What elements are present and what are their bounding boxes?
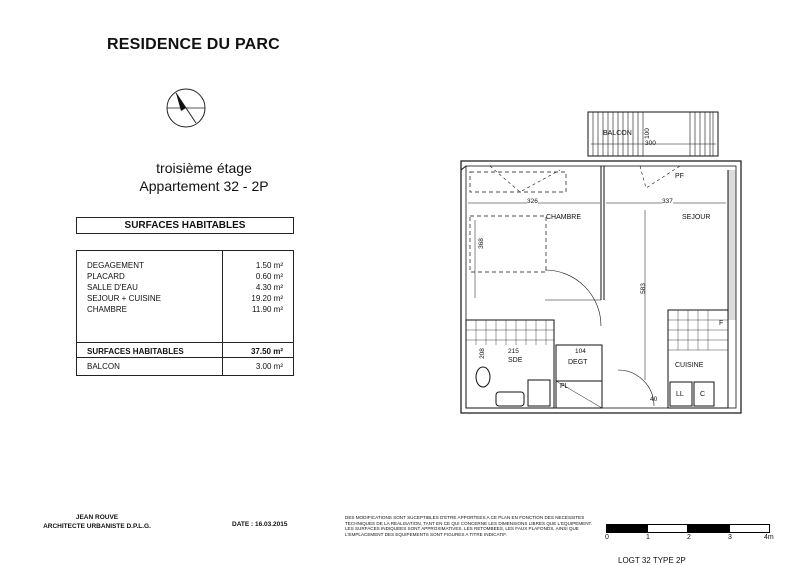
scale-segment [647, 524, 688, 533]
room-area: 0.60 m² [255, 272, 283, 281]
plan-date: DATE : 16.03.2015 [232, 521, 288, 528]
chambre-width-dim: 326 [527, 198, 538, 205]
architect-name: JEAN ROUVE [75, 514, 119, 521]
room-name: SALLE D'EAU [87, 283, 138, 292]
scale-label: 1 [646, 534, 650, 541]
door-arc [545, 270, 601, 326]
sejour-width-dim: 337 [662, 198, 673, 205]
balcony-depth: 100 [643, 128, 651, 139]
scale-label: 4m [764, 534, 774, 541]
scale-segment [606, 524, 647, 533]
sde-dim: 215 [508, 348, 519, 355]
room-area: 19.20 m² [251, 294, 283, 303]
room-area: 1.50 m² [255, 261, 283, 270]
wardrobe-outline [470, 172, 566, 192]
sde-dim: 208 [478, 348, 486, 359]
kitchen-tiles [668, 310, 728, 350]
fridge-label: F [719, 320, 724, 327]
toilet [476, 367, 490, 387]
project-title: RESIDENCE DU PARC [107, 36, 280, 53]
sejour-label: SEJOUR [682, 214, 711, 221]
sde-label: SDE [508, 357, 523, 364]
scale-segment [688, 524, 729, 533]
room-name: PLACARD [87, 272, 125, 281]
unit-label: LOGT 32 TYPE 2P [618, 556, 686, 565]
placard-label: PL [560, 383, 569, 390]
disclaimer-notes: DES MODIFICATIONS SONT SUCEPTIBLES D'ETRE APPORTEES A CE PLAN EN FONCTION DES NECESSITES TECHNIQUES DE LA REALISATION, TANT EN CE QUI CONCERNE LES DIMENSIONS LIBRES QUE L'EQUIPEMENT. LES SURFACES INDIQUEES SONT APPROXIMATIVES. LES RETOMBEES, LES FAUX PLAFONDS, AINSI QUE L'EMPLACEMENT DES EQUIPEMENTS SONT FIGURES A TITRE INDICATIF. [345, 515, 593, 537]
room-name: SEJOUR + CUISINE [87, 294, 162, 303]
degt-dim: 104 [575, 348, 586, 355]
balcony-width: 300 [645, 140, 656, 147]
balcony-area: 3.00 m² [255, 362, 283, 371]
scale-label: 0 [605, 534, 609, 541]
scale-bar [606, 524, 770, 533]
chambre-depth-dim: 368 [477, 238, 485, 249]
architect-block [28, 513, 166, 531]
scale-label: 2 [687, 534, 691, 541]
entrance-door [618, 370, 654, 406]
surfaces-header: SURFACES HABITABLES [76, 217, 294, 234]
room-area: 11.90 m² [252, 305, 283, 314]
washbasin [496, 392, 524, 406]
degt-label: DEGT [568, 359, 588, 366]
room-name: DEGAGEMENT [87, 261, 144, 270]
room-name: CHAMBRE [87, 305, 128, 314]
apartment-name: Appartement 32 - 2P [139, 178, 269, 194]
bathroom [466, 320, 554, 408]
french-window-label: PF [675, 173, 684, 180]
dim-40: 40 [650, 396, 658, 403]
shower [528, 380, 550, 406]
total-area: 37.50 m² [250, 347, 283, 356]
washing-machine-label: LL [676, 391, 684, 398]
floor-level: troisième étage [156, 160, 252, 176]
cabinet-label: C [700, 391, 706, 398]
scale-segment [729, 524, 770, 533]
chambre-label: CHAMBRE [546, 214, 582, 221]
room-area: 4.30 m² [255, 283, 283, 292]
balcony-label: BALCON [87, 362, 120, 371]
balcony-plan-label: BALCON [603, 130, 632, 137]
total-label: SURFACES HABITABLES [87, 347, 184, 356]
cuisine-label: CUISINE [675, 362, 704, 369]
bathroom-tiles [466, 320, 554, 345]
architect-title: ARCHITECTE URBANISTE D.P.L.G. [43, 523, 151, 530]
sejour-depth-dim: 583 [639, 283, 647, 294]
scale-label: 3 [728, 534, 732, 541]
